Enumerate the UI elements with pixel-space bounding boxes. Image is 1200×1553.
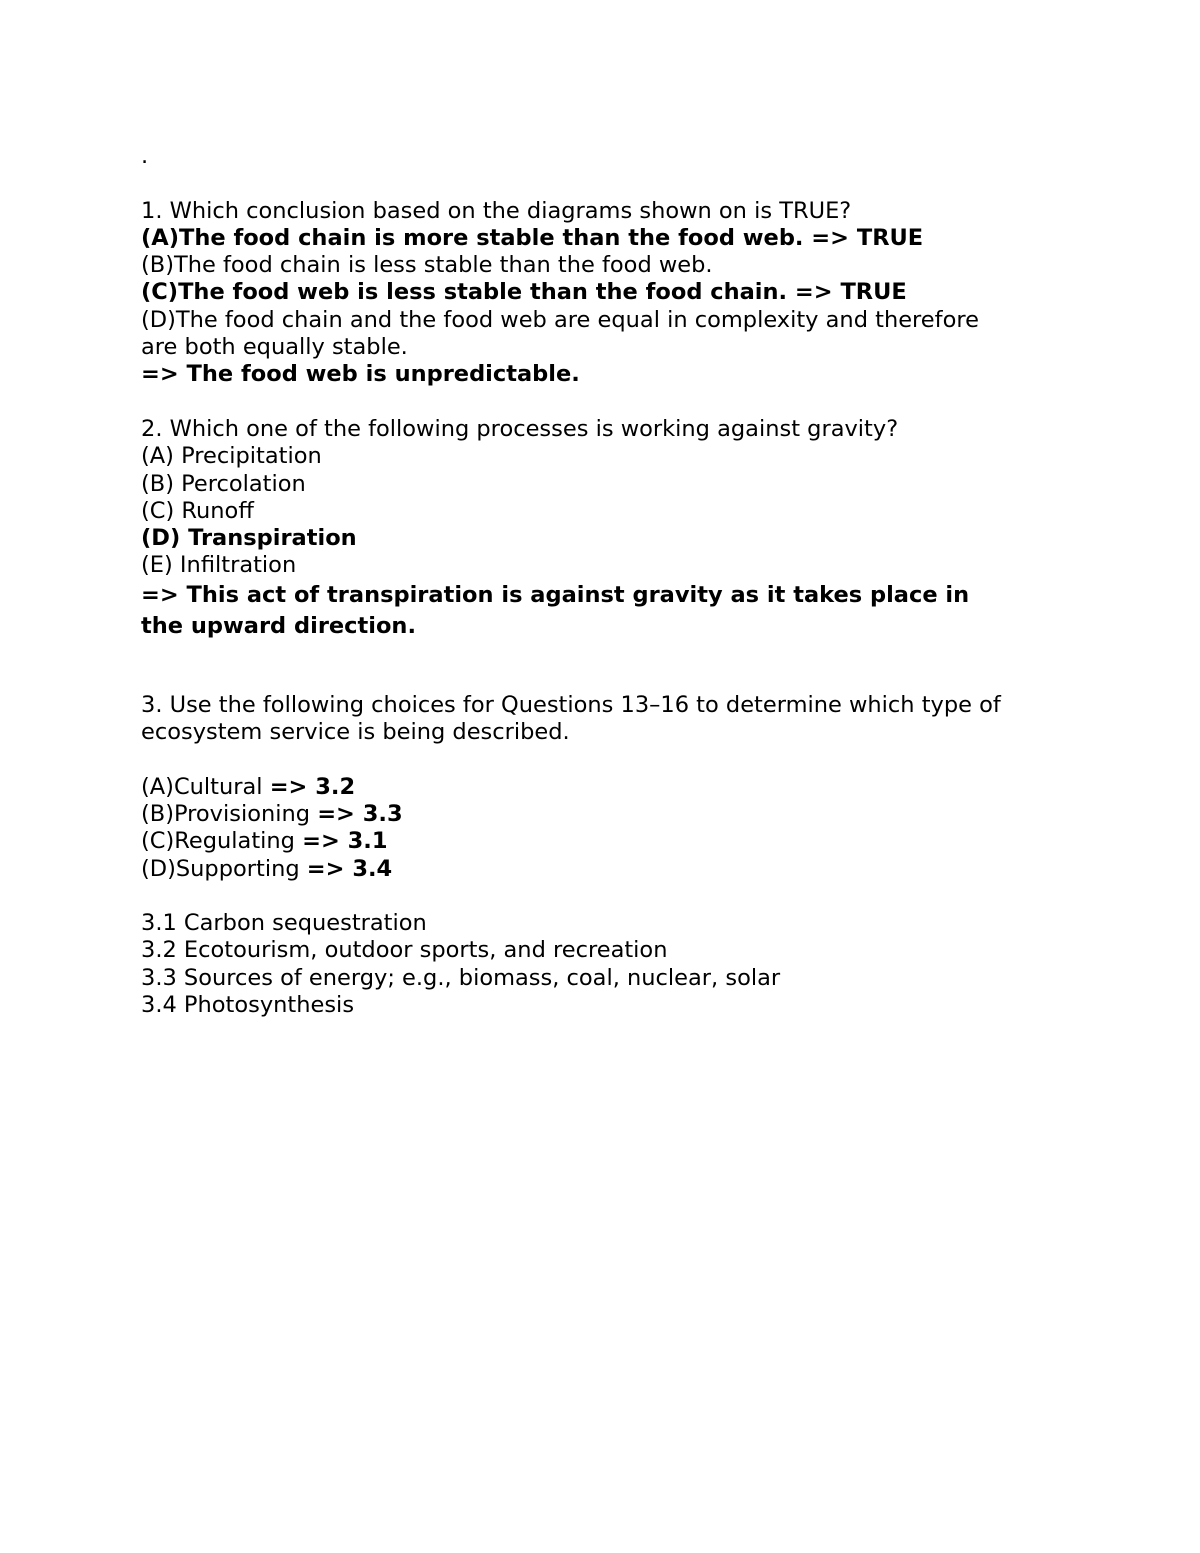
choice-row (141, 856, 1101, 883)
spacer (141, 389, 1101, 416)
choice-row (141, 774, 1101, 801)
document-body (141, 143, 1101, 1019)
list-item: 3.2 Ecotourism, outdoor sports, and recreation (141, 937, 668, 964)
spacer (141, 642, 1101, 692)
question-3-choices (141, 774, 1101, 883)
question-2-option-e: (E) Infiltration (141, 552, 297, 579)
question-3-text-line-1: 3. Use the following choices for Questions 13–16 to determine which type of (141, 691, 1001, 718)
choice-answer: => 3.1 (302, 828, 388, 855)
question-2-option-a: (A) Precipitation (141, 443, 322, 470)
choice-label: (A)Cultural (141, 773, 270, 800)
question-1-option-c: (C)The food web is less stable than the food chain. => TRUE (141, 279, 907, 306)
question-2-option-b: (B) Percolation (141, 470, 306, 497)
question-1 (141, 198, 1101, 389)
spacer (141, 883, 1101, 910)
choice-answer: => 3.4 (306, 855, 393, 882)
question-1-answer-note: => The food web is unpredictable. (141, 361, 580, 388)
question-2-option-d: (D) Transpiration (141, 525, 357, 552)
choice-row (141, 828, 1101, 855)
list-item: 3.1 Carbon sequestration (141, 910, 427, 937)
choice-label: (B)Provisioning (141, 800, 318, 827)
top-dot: . (141, 143, 149, 169)
choice-label: (D)Supporting (141, 855, 307, 882)
choice-answer: => 3.3 (317, 800, 403, 827)
question-3-text-line-2: ecosystem service is being described. (141, 719, 570, 746)
question-2-answer-note-line-2: the upward direction. (141, 612, 416, 639)
question-2-option-c: (C) Runoff (141, 497, 254, 524)
question-1-option-b: (B)The food chain is less stable than the food web. (141, 252, 713, 279)
question-1-text: 1. Which conclusion based on the diagrams shown on is TRUE? (141, 197, 852, 224)
question-2-text: 2. Which one of the following processes is working against gravity? (141, 415, 899, 442)
list-item: 3.3 Sources of energy; e.g., biomass, coal, nuclear, solar (141, 964, 781, 991)
question-3 (141, 692, 1101, 1020)
choice-label: (C)Regulating (141, 828, 303, 855)
question-1-option-a: (A)The food chain is more stable than the food web. => TRUE (141, 224, 924, 251)
question-1-option-d-line-2: are both equally stable. (141, 334, 408, 361)
choice-row (141, 801, 1101, 828)
spacer (141, 746, 1101, 773)
spacer (141, 170, 1101, 197)
question-2-answer-note-line-1: => This act of transpiration is against gravity as it takes place in (141, 581, 970, 608)
question-1-option-d-line-1: (D)The food chain and the food web are equal in complexity and therefore (141, 306, 979, 333)
question-3-items (141, 910, 1101, 1019)
question-2 (141, 416, 1101, 642)
choice-answer: => 3.2 (269, 773, 356, 800)
list-item: 3.4 Photosynthesis (141, 992, 355, 1019)
